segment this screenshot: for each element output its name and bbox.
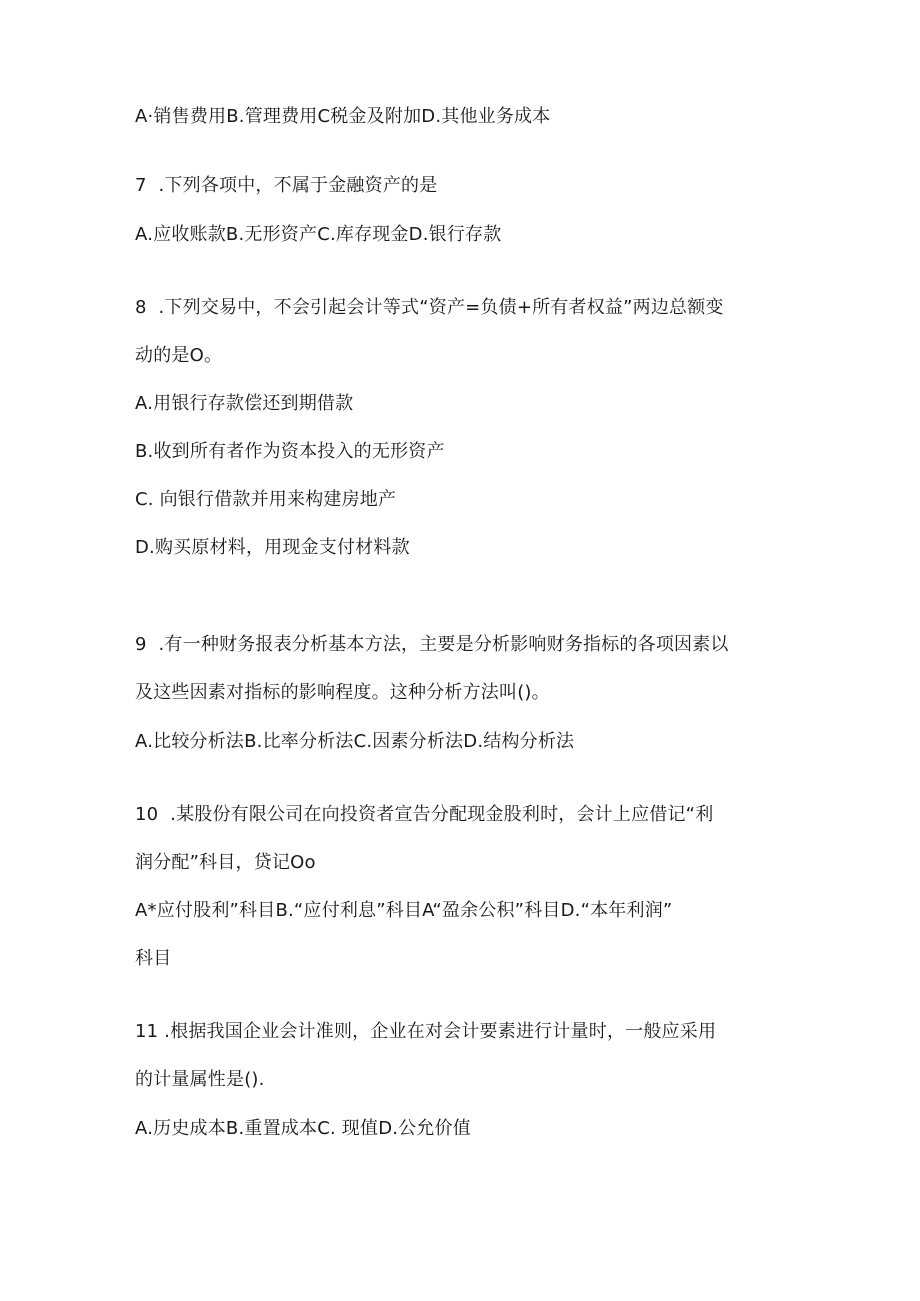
q9-options: A.比较分析法B.比率分析法C.因素分析法D.结构分析法 (135, 731, 575, 752)
q10-question-line-1: 10 .某股份有限公司在向投资者宣告分配现金股利时，会计上应借记“利 (135, 804, 714, 825)
q10-options-line-2: 科目 (135, 948, 172, 969)
q11-question-line-1: 11 .根据我国企业会计准则，企业在对会计要素进行计量时，一般应采用 (135, 1021, 717, 1042)
q9-question-line-1: 9 .有一种财务报表分析基本方法，主要是分析影响财务指标的各项因素以 (135, 634, 729, 655)
q6-options: A·销售费用B.管理费用C税金及附加D.其他业务成本 (135, 106, 551, 127)
q7-options: A.应收账款B.无形资产C.库存现金D.银行存款 (135, 224, 502, 245)
q7-question: 7 .下列各项中，不属于金融资产的是 (135, 175, 438, 196)
q11-options: A.历史成本B.重置成本C. 现值D.公允价值 (135, 1118, 471, 1139)
q8-option-d: D.购买原材料，用现金支付材料款 (135, 537, 410, 558)
q11-question-line-2: 的计量属性是(). (135, 1069, 265, 1090)
q10-question-line-2: 润分配”科目，贷记Oo (135, 852, 316, 873)
q8-question-line-2: 动的是O。 (135, 345, 223, 366)
q10-options-line-1: A*应付股利”科目B.“应付利息”科目A“盈余公积”科目D.“本年利润” (135, 900, 673, 921)
q8-option-c: C. 向银行借款并用来构建房地产 (135, 489, 397, 510)
q8-question-line-1: 8 .下列交易中，不会引起会计等式“资产=负债+所有者权益”两边总额变 (135, 297, 724, 318)
q8-option-a: A.用银行存款偿还到期借款 (135, 393, 354, 414)
q9-question-line-2: 及这些因素对指标的影响程度。这种分析方法叫()。 (135, 682, 550, 703)
q8-option-b: B.收到所有者作为资本投入的无形资产 (135, 441, 445, 462)
